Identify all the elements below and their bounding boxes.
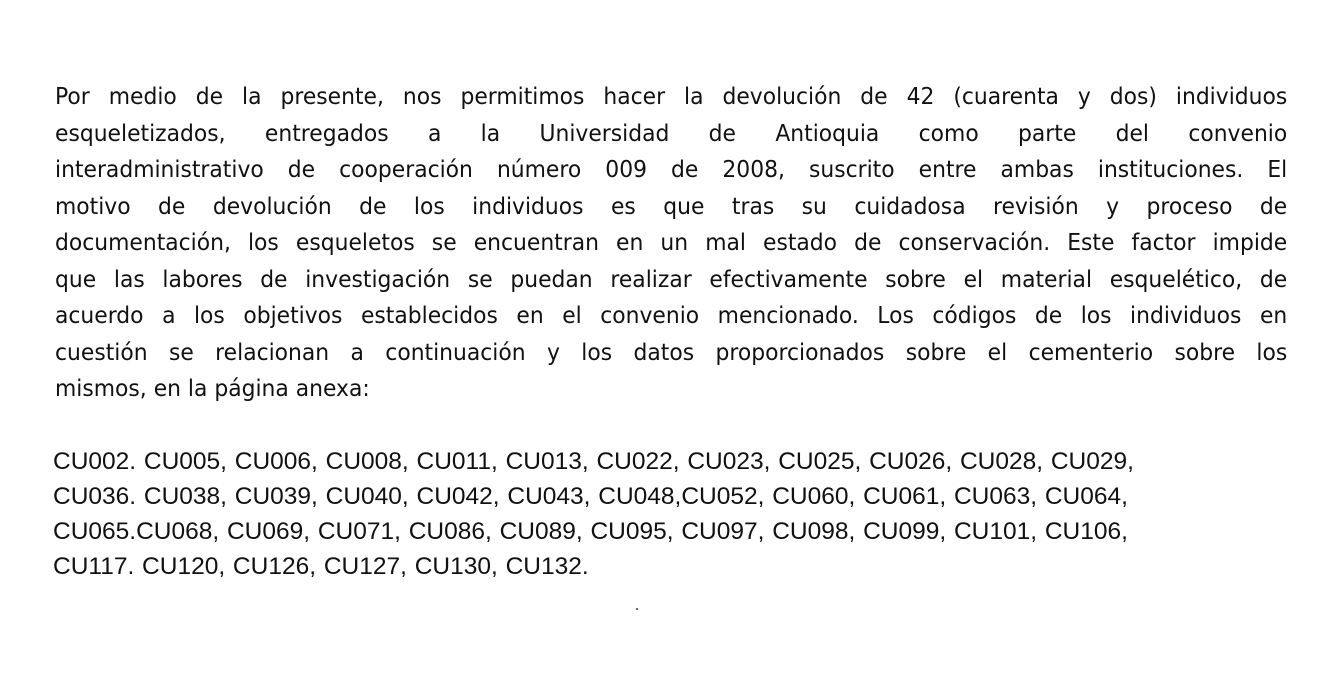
paragraph-line: cuestión se relacionan a continuación y los datos proporcionados sobre el cementerio sobre los [55, 337, 1288, 366]
paragraph-line: esqueletizados, entregados a la Universidad de Antioquia como parte del convenio [55, 118, 1288, 147]
codes-line: CU002. CU005, CU006, CU008, CU011, CU013, CU022, CU023, CU025, CU026, CU028, CU029, [53, 448, 1134, 475]
paragraph-line: interadministrativo de cooperación número 009 de 2008, suscrito entre ambas instituciones. El [55, 155, 1288, 183]
codes-line: CU117. CU120, CU126, CU127, CU130, CU132. [53, 553, 589, 580]
scan-speck [636, 608, 638, 610]
paragraph-line: Por medio de la presente, nos permitimos hacer la devolución de 42 (cuarenta y dos) individuos [55, 82, 1288, 110]
body-paragraph [55, 78, 1287, 407]
paragraph-line: acuerdo a los objetivos establecidos en el convenio mencionado. Los códigos de los individuos en [55, 301, 1288, 329]
paragraph-line: documentación, los esqueletos se encuentran en un mal estado de conservación. Este factor impide [55, 228, 1288, 256]
paragraph-line: que las labores de investigación se puedan realizar efectivamente sobre el material esquelético, de [55, 264, 1288, 293]
paragraph-line: motivo de devolución de los individuos es que tras su cuidadosa revisión y proceso de [55, 191, 1288, 220]
codes-line: CU036. CU038, CU039, CU040, CU042, CU043, CU048,CU052, CU060, CU061, CU063, CU064, [53, 483, 1128, 510]
codes-line: CU065.CU068, CU069, CU071, CU086, CU089, CU095, CU097, CU098, CU099, CU101, CU106, [53, 518, 1128, 545]
paragraph-line: mismos, en la página anexa: [55, 374, 370, 402]
individual-codes-list [53, 444, 1268, 584]
